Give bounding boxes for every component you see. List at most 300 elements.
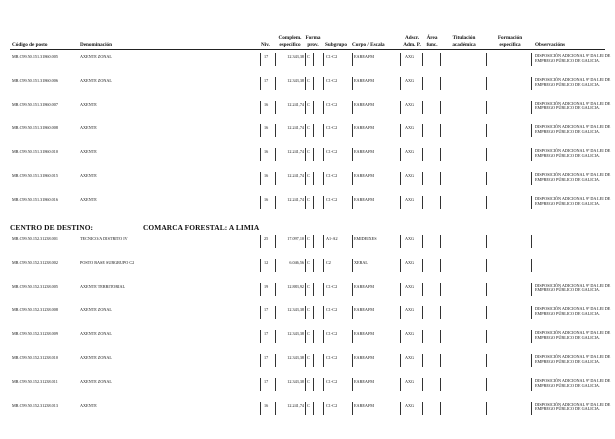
column-separator xyxy=(486,330,487,343)
column-separator xyxy=(260,378,261,391)
cell-nivel: 17 xyxy=(264,307,269,313)
column-separator xyxy=(275,402,276,415)
cell-adscr: AXG xyxy=(405,236,415,241)
cell-corpo: EAREAFM xyxy=(354,77,375,83)
column-separator xyxy=(400,196,401,209)
column-separator xyxy=(305,354,306,367)
cell-observacions: DISPOSICIÓN ADICIONAL 9ª DA LEI DE EMPREGO PÚBLICO DE GALICIA. xyxy=(535,195,611,206)
column-separator xyxy=(531,172,532,185)
column-separator xyxy=(313,283,314,296)
cell-observacions: DISPOSICIÓN ADICIONAL 9ª DA LEI DE EMPREGO PÚBLICO DE GALICIA. xyxy=(535,377,611,388)
cell-nivel: 17 xyxy=(264,54,269,59)
cell-codigo: MR.C99.50.152.31238.009 xyxy=(12,331,58,337)
cell-observacions: DISPOSICIÓN ADICIONAL 9ª DA LEI DE EMPREGO PÚBLICO DE GALICIA. xyxy=(535,53,611,63)
table-row xyxy=(10,330,611,351)
header-denominacion: Denominación xyxy=(80,42,112,48)
cell-subgrupo: C1-C2 xyxy=(326,149,338,155)
cell-denominacion: AXENTE xyxy=(80,125,97,131)
column-separator xyxy=(400,148,401,161)
column-separator xyxy=(400,283,401,296)
cell-forma: C xyxy=(307,283,310,289)
column-separator xyxy=(260,259,261,272)
cell-codigo: MR.C99.50.152.31238.010 xyxy=(12,355,58,360)
column-separator xyxy=(313,259,314,272)
column-separator xyxy=(275,235,276,248)
column-separator xyxy=(440,101,441,114)
column-separator xyxy=(486,172,487,185)
cell-adscr: AXG xyxy=(405,307,415,313)
cell-corpo: EAREAFM xyxy=(354,196,375,202)
column-separator xyxy=(323,196,324,209)
column-separator xyxy=(313,77,314,90)
cell-adscr: AXG xyxy=(405,283,415,289)
column-separator xyxy=(275,259,276,272)
table-row xyxy=(10,282,611,304)
cell-complem: 12.343,38 xyxy=(287,77,304,83)
cell-observacions: DISPOSICIÓN ADICIONAL 9ª DA LEI DE EMPREGO PÚBLICO DE GALICIA. xyxy=(535,76,611,87)
column-separator xyxy=(422,402,423,415)
cell-denominacion: AXENTE TERRITORIAL xyxy=(80,283,126,289)
column-separator xyxy=(531,378,532,391)
cell-nivel: 25 xyxy=(264,236,269,241)
cell-forma: C xyxy=(307,101,310,107)
column-separator xyxy=(323,330,324,343)
cell-adscr: AXG xyxy=(405,378,415,384)
cell-forma: C xyxy=(307,259,310,265)
column-separator xyxy=(323,53,324,66)
column-separator xyxy=(400,378,401,391)
column-separator xyxy=(352,235,353,248)
cell-observacions: DISPOSICIÓN ADICIONAL 9ª DA LEI DE EMPREGO PÚBLICO DE GALICIA. xyxy=(535,282,611,293)
cell-observacions: DISPOSICIÓN ADICIONAL 9ª DA LEI DE EMPREGO PÚBLICO DE GALICIA. xyxy=(535,306,611,317)
cell-forma: C xyxy=(307,378,310,384)
header-titulacion-2: académica xyxy=(452,42,476,48)
column-separator xyxy=(323,259,324,272)
column-separator xyxy=(275,354,276,367)
column-separator xyxy=(422,283,423,296)
column-separator xyxy=(305,306,306,319)
column-separator xyxy=(486,53,487,66)
column-separator xyxy=(352,354,353,367)
cell-observacions: DISPOSICIÓN ADICIONAL 9ª DA LEI DE EMPREGO PÚBLICO DE GALICIA. xyxy=(535,330,611,340)
cell-codigo: MR.C99.50.152.31238.008 xyxy=(12,307,58,313)
cell-denominacion: AXENTE ZONAL xyxy=(80,307,112,313)
column-separator xyxy=(260,148,261,161)
column-separator xyxy=(440,77,441,90)
column-separator xyxy=(440,148,441,161)
cell-corpo: XERAL xyxy=(354,259,368,265)
column-separator xyxy=(275,378,276,391)
column-separator xyxy=(260,283,261,296)
column-separator xyxy=(400,172,401,185)
column-separator xyxy=(352,124,353,137)
cell-subgrupo: C2 xyxy=(326,259,331,265)
column-separator xyxy=(323,354,324,367)
column-separator xyxy=(531,196,532,209)
table-row xyxy=(10,148,611,169)
column-separator xyxy=(486,77,487,90)
cell-observacions: DISPOSICIÓN ADICIONAL 9ª DA LEI DE EMPREGO PÚBLICO DE GALICIA. xyxy=(535,100,611,111)
cell-forma: C xyxy=(307,173,310,178)
column-separator xyxy=(275,77,276,90)
column-separator xyxy=(305,196,306,209)
header-titulacion-1: Titulación xyxy=(452,35,476,41)
table-row xyxy=(10,401,611,423)
column-separator xyxy=(275,53,276,66)
cell-nivel: 17 xyxy=(264,355,269,360)
cell-subgrupo: C1-C2 xyxy=(326,196,338,202)
column-separator xyxy=(486,259,487,272)
column-separator xyxy=(305,101,306,114)
column-separator xyxy=(486,402,487,415)
cell-nivel: 16 xyxy=(264,125,269,131)
cell-adscr: AXG xyxy=(405,196,415,202)
column-separator xyxy=(440,402,441,415)
cell-complem: 12.241,74 xyxy=(287,149,304,155)
column-separator xyxy=(440,259,441,272)
cell-adscr: AXG xyxy=(405,149,415,155)
column-separator xyxy=(260,124,261,137)
column-separator xyxy=(352,306,353,319)
header-codigo: Código de posto xyxy=(12,42,48,48)
cell-nivel: 17 xyxy=(264,331,269,337)
cell-corpo: EAREAFM xyxy=(354,125,375,131)
column-separator xyxy=(352,101,353,114)
column-separator xyxy=(305,148,306,161)
header-formacion-2: específica xyxy=(499,42,521,48)
cell-forma: C xyxy=(307,196,310,202)
cell-forma: C xyxy=(307,125,310,131)
cell-nivel: 12 xyxy=(264,259,269,265)
column-separator xyxy=(422,378,423,391)
column-separator xyxy=(531,402,532,415)
column-separator xyxy=(531,354,532,367)
section-comarca xyxy=(143,223,259,232)
cell-subgrupo: C1-C2 xyxy=(326,173,338,178)
column-separator xyxy=(352,402,353,415)
cell-complem: 12.343,38 xyxy=(287,331,304,337)
column-separator xyxy=(313,124,314,137)
cell-forma: C xyxy=(307,77,310,83)
cell-denominacion: AXENTE xyxy=(80,173,97,178)
cell-codigo: MR.C99.50.152.31238.001 xyxy=(12,236,58,241)
cell-codigo: MR.C99.50.152.31238.011 xyxy=(12,378,58,384)
cell-corpo: EMIDEIXES xyxy=(354,236,377,241)
column-separator xyxy=(422,148,423,161)
column-separator xyxy=(313,354,314,367)
column-separator xyxy=(260,402,261,415)
column-separator xyxy=(440,354,441,367)
column-separator xyxy=(275,172,276,185)
column-separator xyxy=(313,402,314,415)
cell-subgrupo: C1-C2 xyxy=(326,77,338,83)
column-separator xyxy=(486,378,487,391)
column-separator xyxy=(305,330,306,343)
cell-adscr: AXG xyxy=(405,125,415,131)
column-separator xyxy=(440,53,441,66)
column-separator xyxy=(400,77,401,90)
cell-codigo: MR.C99.50.152.31238.005 xyxy=(12,283,58,289)
column-separator xyxy=(323,235,324,248)
column-separator xyxy=(422,306,423,319)
column-separator xyxy=(352,77,353,90)
column-separator xyxy=(422,196,423,209)
column-separator xyxy=(352,53,353,66)
column-separator xyxy=(400,124,401,137)
cell-nivel: 16 xyxy=(264,402,269,408)
cell-complem: 12.241,74 xyxy=(287,196,304,202)
column-separator xyxy=(352,378,353,391)
column-separator xyxy=(422,235,423,248)
cell-complem: 17.097,10 xyxy=(287,236,304,241)
header-corpo: Corpo / Escala xyxy=(352,42,385,48)
column-separator xyxy=(486,306,487,319)
cell-adscr: AXG xyxy=(405,173,415,178)
cell-corpo: EAREAFM xyxy=(354,149,375,155)
column-separator xyxy=(305,53,306,66)
cell-complem: 12.343,38 xyxy=(287,307,304,313)
column-separator xyxy=(352,259,353,272)
column-separator xyxy=(422,354,423,367)
column-separator xyxy=(260,101,261,114)
header-subgrupo: Subgrupo xyxy=(325,42,347,48)
cell-subgrupo: C1-C2 xyxy=(326,402,338,408)
column-separator xyxy=(260,330,261,343)
cell-codigo: MR.C99.50.152.31238.002 xyxy=(12,259,58,265)
cell-observacions: DISPOSICIÓN ADICIONAL 9ª DA LEI DE EMPREGO PÚBLICO DE GALICIA. xyxy=(535,401,611,412)
cell-forma: C xyxy=(307,236,310,241)
column-separator xyxy=(323,148,324,161)
column-separator xyxy=(313,235,314,248)
column-separator xyxy=(422,53,423,66)
column-separator xyxy=(260,306,261,319)
column-separator xyxy=(260,235,261,248)
cell-codigo: MR.C99.50.151.31860.016 xyxy=(12,196,58,202)
cell-corpo: EAREAFM xyxy=(354,307,375,313)
section-value: COMARCA FORESTAL: A LIMIA xyxy=(143,223,260,232)
column-separator xyxy=(323,172,324,185)
header-divider xyxy=(10,49,605,50)
cell-subgrupo: C1-C2 xyxy=(326,307,338,313)
cell-adscr: AXG xyxy=(405,101,415,107)
cell-corpo: EAREAFM xyxy=(354,355,375,360)
column-separator xyxy=(422,330,423,343)
cell-forma: C xyxy=(307,331,310,337)
column-separator xyxy=(313,306,314,319)
cell-codigo: MR.C99.50.151.31860.007 xyxy=(12,101,58,107)
column-separator xyxy=(313,378,314,391)
column-separator xyxy=(486,235,487,248)
column-separator xyxy=(305,378,306,391)
column-separator xyxy=(305,124,306,137)
column-separator xyxy=(400,259,401,272)
cell-denominacion: AXENTE ZONAL xyxy=(80,378,112,384)
column-separator xyxy=(352,172,353,185)
column-separator xyxy=(531,259,532,272)
column-separator xyxy=(305,235,306,248)
cell-denominacion: AXENTE xyxy=(80,196,97,202)
column-separator xyxy=(486,196,487,209)
cell-nivel: 17 xyxy=(264,378,269,384)
column-separator xyxy=(531,53,532,66)
table-row xyxy=(10,172,611,193)
column-separator xyxy=(400,402,401,415)
table-row xyxy=(10,260,605,280)
cell-subgrupo: C1-C2 xyxy=(326,378,338,384)
cell-denominacion: AXENTE xyxy=(80,402,97,408)
column-separator xyxy=(440,283,441,296)
cell-subgrupo: C1-C2 xyxy=(326,283,338,289)
column-separator xyxy=(400,306,401,319)
cell-nivel: 17 xyxy=(264,77,269,83)
column-separator xyxy=(313,101,314,114)
column-separator xyxy=(486,124,487,137)
cell-subgrupo: C1-C2 xyxy=(326,125,338,131)
column-separator xyxy=(400,354,401,367)
table-row xyxy=(10,76,611,98)
cell-denominacion: AXENTE ZONAL xyxy=(80,355,112,360)
cell-adscr: AXG xyxy=(405,77,415,83)
cell-complem: 12.241,74 xyxy=(287,402,304,408)
column-separator xyxy=(323,283,324,296)
table-row xyxy=(10,53,611,74)
header-area-1: Área xyxy=(426,35,438,41)
column-separator xyxy=(422,101,423,114)
column-separator xyxy=(531,330,532,343)
cell-adscr: AXG xyxy=(405,259,415,265)
cell-complem: 12.241,74 xyxy=(287,125,304,131)
column-separator xyxy=(323,306,324,319)
cell-adscr: AXG xyxy=(405,331,415,337)
column-separator xyxy=(440,124,441,137)
cell-adscr: AXG xyxy=(405,355,415,360)
cell-observacions: DISPOSICIÓN ADICIONAL 9ª DA LEI DE EMPREGO PÚBLICO DE GALICIA. xyxy=(535,148,611,158)
cell-forma: C xyxy=(307,307,310,313)
column-separator xyxy=(400,101,401,114)
column-separator xyxy=(531,77,532,90)
cell-denominacion: POSTO BASE SUBGRUPO C2 xyxy=(80,259,135,265)
cell-codigo: MR.C99.50.151.31860.015 xyxy=(12,173,58,178)
cell-complem: 12.241,74 xyxy=(287,173,304,178)
column-separator xyxy=(260,53,261,66)
table-row xyxy=(10,236,605,256)
column-separator xyxy=(531,124,532,137)
column-separator xyxy=(440,172,441,185)
cell-nivel: 16 xyxy=(264,196,269,202)
cell-denominacion: AXENTE ZONAL xyxy=(80,331,112,337)
header-complem-2: específico xyxy=(279,42,301,48)
cell-observacions: DISPOSICIÓN ADICIONAL 9ª DA LEI DE EMPREGO PÚBLICO DE GALICIA. xyxy=(535,354,611,364)
cell-corpo: EAREAFM xyxy=(354,173,375,178)
cell-corpo: EAREAFM xyxy=(354,283,375,289)
column-separator xyxy=(260,354,261,367)
column-separator xyxy=(260,172,261,185)
column-separator xyxy=(313,172,314,185)
cell-corpo: EAREAFM xyxy=(354,378,375,384)
column-separator xyxy=(313,53,314,66)
column-separator xyxy=(305,77,306,90)
cell-codigo: MR.C99.50.151.31860.006 xyxy=(12,77,58,83)
cell-codigo: MR.C99.50.151.31860.010 xyxy=(12,149,58,155)
header-forma-2: prov. xyxy=(307,42,319,48)
cell-denominacion: AXENTE xyxy=(80,101,97,107)
cell-codigo: MR.C99.50.151.31860.005 xyxy=(12,54,58,59)
column-separator xyxy=(531,235,532,248)
column-separator xyxy=(323,101,324,114)
column-separator xyxy=(400,53,401,66)
cell-complem: 12.343,38 xyxy=(287,54,304,59)
header-nivel: Niv. xyxy=(261,42,270,48)
cell-corpo: EAREAFM xyxy=(354,101,375,107)
table-row xyxy=(10,377,611,399)
column-separator xyxy=(305,259,306,272)
cell-nivel: 16 xyxy=(264,173,269,178)
table-row xyxy=(10,306,611,327)
cell-forma: C xyxy=(307,54,310,59)
column-separator xyxy=(352,196,353,209)
cell-complem: 12.343,38 xyxy=(287,355,304,360)
table-row xyxy=(10,100,611,122)
column-separator xyxy=(260,77,261,90)
cell-corpo: EAREAFM xyxy=(354,331,375,337)
column-separator xyxy=(531,306,532,319)
column-separator xyxy=(313,196,314,209)
header-adscr-1: Adscr. xyxy=(404,35,420,41)
cell-subgrupo: C1-C2 xyxy=(326,54,338,59)
cell-corpo: EAREAFM xyxy=(354,54,375,59)
section-label: CENTRO DE DESTINO: xyxy=(10,223,94,232)
column-separator xyxy=(422,77,423,90)
column-separator xyxy=(440,378,441,391)
cell-denominacion: TECNICO/A DISTRITO IV xyxy=(80,236,128,241)
cell-codigo: MR.C99.50.151.31860.008 xyxy=(12,125,58,131)
column-separator xyxy=(440,196,441,209)
column-separator xyxy=(323,124,324,137)
header-adscr-2: Adm. P. xyxy=(403,42,421,48)
column-separator xyxy=(305,172,306,185)
cell-subgrupo: C1-C2 xyxy=(326,101,338,107)
table-row xyxy=(10,195,611,217)
cell-denominacion: AXENTE xyxy=(80,149,97,155)
column-separator xyxy=(352,330,353,343)
header-formacion-1: Formación xyxy=(497,35,523,41)
column-separator xyxy=(313,330,314,343)
column-separator xyxy=(305,283,306,296)
column-separator xyxy=(486,148,487,161)
cell-nivel: 16 xyxy=(264,101,269,107)
column-separator xyxy=(440,306,441,319)
column-separator xyxy=(400,235,401,248)
cell-denominacion: AXENTE ZONAL xyxy=(80,54,112,59)
cell-subgrupo: A1-A2 xyxy=(326,236,338,241)
table-row xyxy=(10,124,611,145)
column-separator xyxy=(400,330,401,343)
cell-nivel: 19 xyxy=(264,283,269,289)
cell-complem: 6.046,56 xyxy=(289,259,304,265)
column-separator xyxy=(486,354,487,367)
column-separator xyxy=(352,148,353,161)
column-separator xyxy=(531,148,532,161)
column-separator xyxy=(275,101,276,114)
column-separator xyxy=(275,124,276,137)
column-separator xyxy=(422,172,423,185)
header-complem-1: Complem. xyxy=(278,35,302,41)
column-separator xyxy=(422,124,423,137)
column-separator xyxy=(440,330,441,343)
column-separator xyxy=(275,148,276,161)
column-separator xyxy=(260,196,261,209)
cell-forma: C xyxy=(307,149,310,155)
